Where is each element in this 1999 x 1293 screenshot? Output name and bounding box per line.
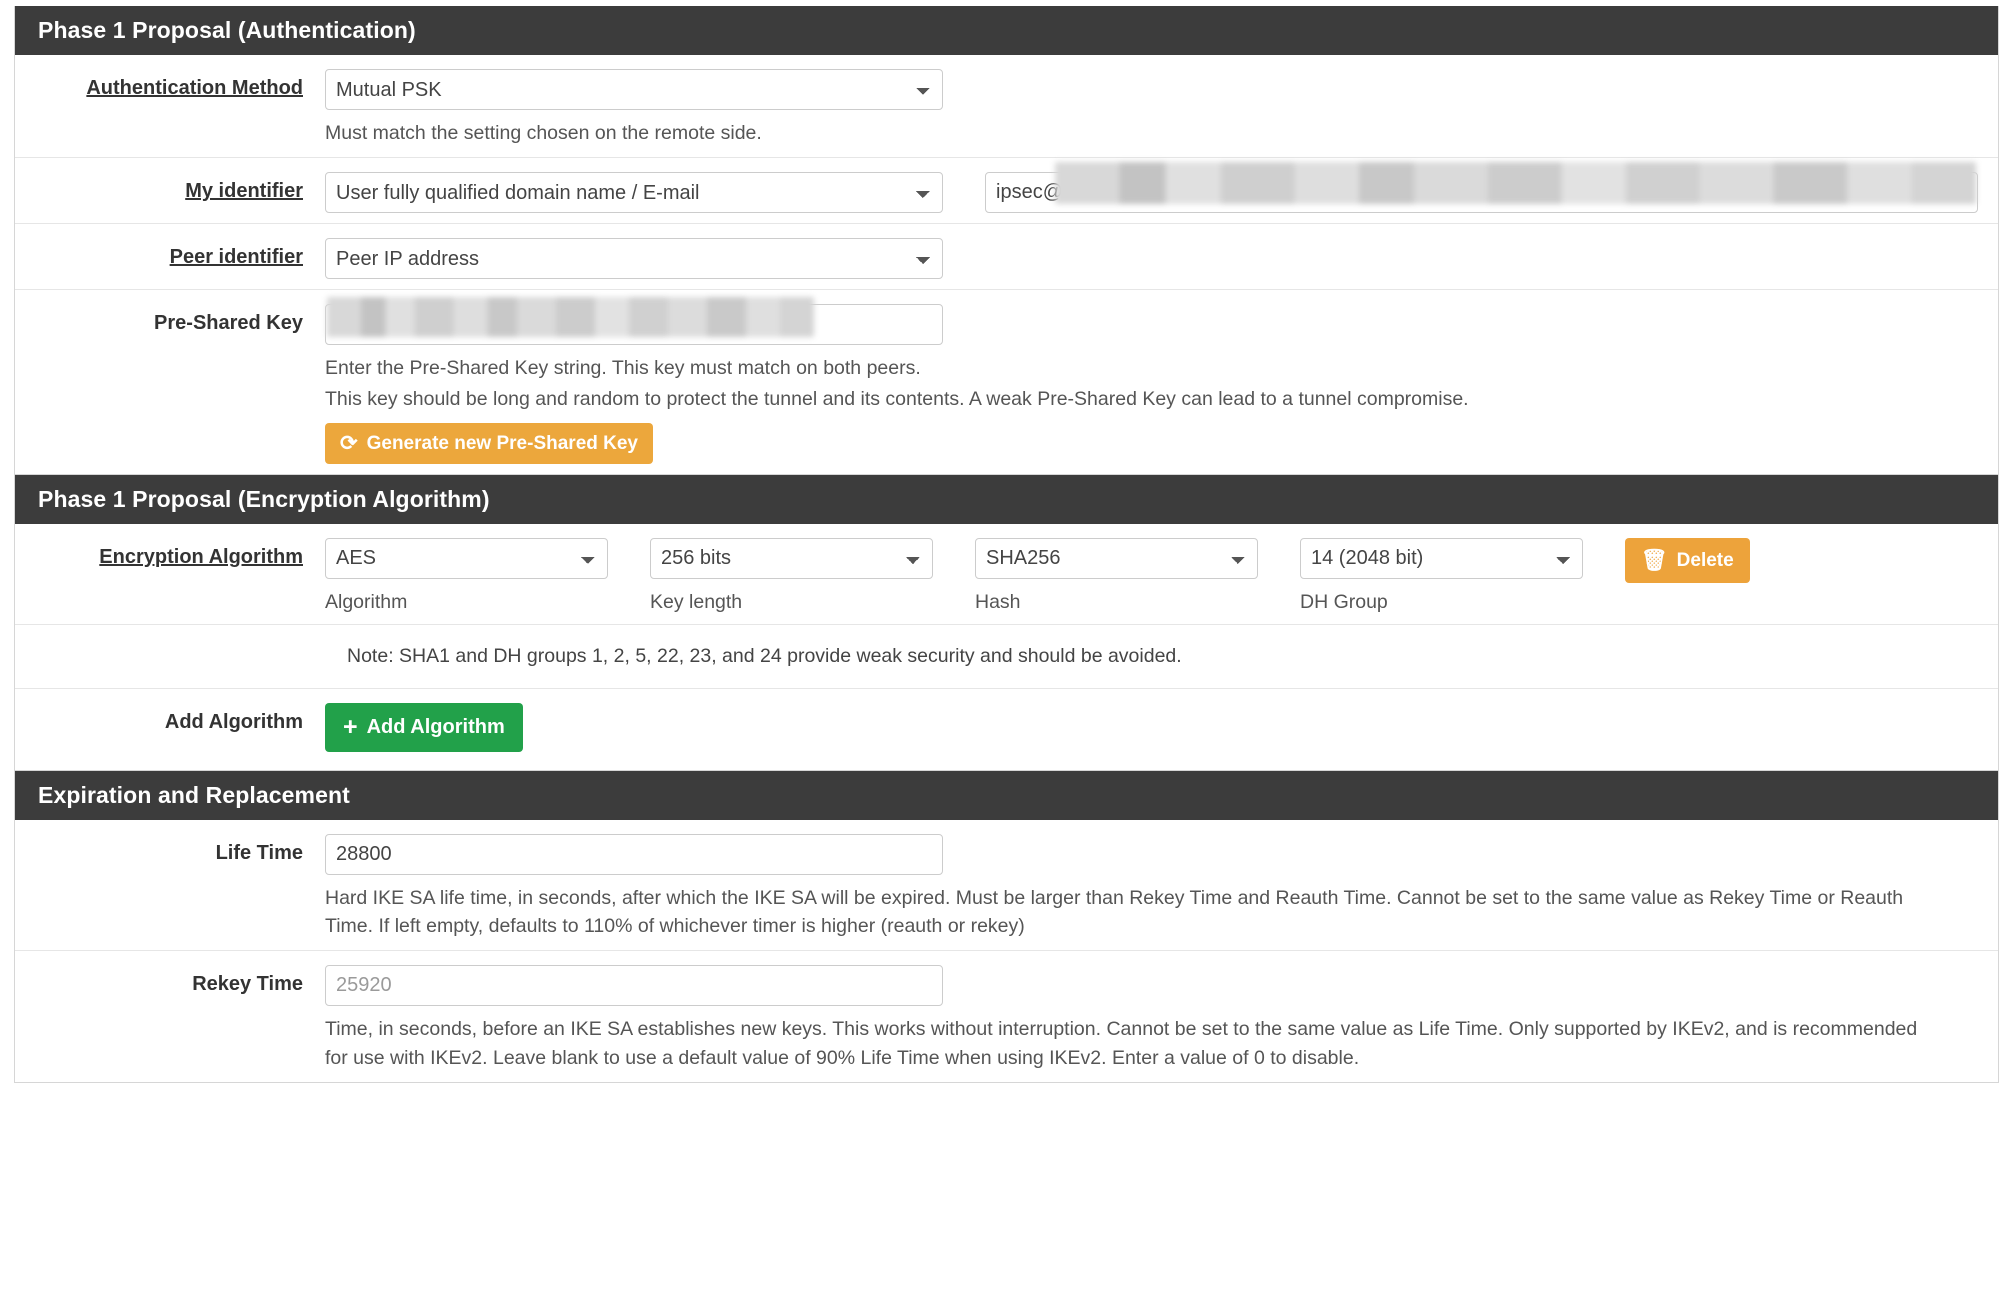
caption-dh-group: DH Group	[1300, 590, 1388, 613]
algo-col-key-length	[650, 538, 933, 614]
trash-icon: 🗑	[1641, 548, 1668, 572]
row-peer-identifier	[15, 224, 1998, 290]
note-weak-security: Note: SHA1 and DH groups 1, 2, 5, 22, 23, and 24 provide weak security and should be avoided.	[15, 625, 1998, 689]
field-rekey-time	[325, 965, 1998, 1072]
add-algorithm-button[interactable]	[325, 703, 523, 752]
my-identifier-value-wrap	[985, 172, 1978, 213]
caption-key-length: Key length	[650, 590, 743, 613]
select-my-identifier[interactable]	[325, 172, 943, 213]
label-pre-shared-key	[15, 304, 325, 335]
delete-algorithm-label: Delete	[1676, 549, 1734, 571]
label-text-peer-identifier: Peer identifier	[169, 246, 303, 269]
caption-algorithm: Algorithm	[325, 590, 408, 613]
label-text-life-time: Life Time	[215, 841, 303, 864]
label-text-add-algorithm: Add Algorithm	[164, 710, 303, 733]
select-encryption-algorithm[interactable]	[325, 538, 608, 579]
panel-phase1-authentication	[14, 6, 1999, 475]
refresh-icon: ⟳	[340, 431, 358, 455]
panel-phase1-encryption	[14, 475, 1999, 771]
field-encryption-algorithm	[325, 538, 1998, 614]
label-life-time	[15, 834, 325, 865]
row-rekey-time	[15, 951, 1998, 1082]
redaction-overlay-my-identifier	[1055, 162, 1976, 204]
row-add-algorithm	[15, 689, 1998, 770]
field-pre-shared-key	[325, 304, 1998, 464]
select-key-length[interactable]	[650, 538, 933, 579]
label-text-my-identifier: My identifier	[185, 180, 303, 203]
field-add-algorithm	[325, 703, 1998, 752]
delete-algorithm-button[interactable]	[1625, 538, 1750, 583]
row-my-identifier	[15, 158, 1998, 224]
label-text-authentication-method: Authentication Method	[86, 77, 303, 99]
select-peer-identifier[interactable]	[325, 238, 943, 279]
algo-col-algorithm	[325, 538, 608, 614]
field-peer-identifier	[325, 238, 1998, 279]
label-peer-identifier	[15, 238, 325, 269]
field-authentication-method	[325, 69, 1998, 147]
help-pre-shared-key-line2: This key should be long and random to protect the tunnel and its contents. A weak Pre-Shared Key can lead to a tunnel compromise.	[325, 387, 1469, 410]
caption-hash: Hash	[975, 590, 1021, 613]
label-encryption-algorithm	[15, 538, 325, 569]
algo-col-dh-group	[1300, 538, 1583, 614]
label-text-rekey-time: Rekey Time	[192, 973, 303, 996]
row-encryption-algorithm	[15, 524, 1998, 625]
label-text-encryption-algorithm: Encryption Algorithm	[99, 545, 303, 568]
select-hash[interactable]	[975, 538, 1258, 579]
pre-shared-key-input-wrap	[325, 304, 943, 345]
redaction-overlay-pre-shared-key	[327, 297, 814, 337]
help-life-time: Hard IKE SA life time, in seconds, after which the IKE SA will be expired. Must be larger than Rekey Time and Reauth Time. Cannot be set to the same value as Rekey Time or Reauth Time. If left empty, defaults to 110% of whichever timer is higher (reauth or rekey)	[325, 886, 1904, 938]
label-add-algorithm	[15, 703, 325, 734]
help-pre-shared-key-line1: Enter the Pre-Shared Key string. This key must match on both peers.	[325, 357, 921, 380]
add-algorithm-label: Add Algorithm	[366, 716, 505, 739]
field-life-time	[325, 834, 1998, 941]
select-dh-group[interactable]	[1300, 538, 1583, 579]
panel-heading-phase1-authentication: Phase 1 Proposal (Authentication)	[15, 6, 1998, 55]
label-my-identifier	[15, 172, 325, 203]
generate-pre-shared-key-button[interactable]	[325, 423, 653, 464]
field-my-identifier	[325, 172, 1998, 213]
input-rekey-time[interactable]	[325, 965, 943, 1006]
help-authentication-method: Must match the setting chosen on the remote side.	[325, 122, 762, 144]
label-rekey-time	[15, 965, 325, 996]
algo-col-delete	[1625, 538, 1750, 583]
help-rekey-time: Time, in seconds, before an IKE SA establishes new keys. This works without interruption. Cannot be set to the same value as Life Time. Only supported by IKEv2, and is recommended for use with IKEv2. Leave blank to use a default value of 90% Life Time when using IKEv2. Enter a value of 0 to disable.	[325, 1018, 1918, 1069]
select-authentication-method[interactable]	[325, 69, 943, 110]
row-pre-shared-key	[15, 290, 1998, 474]
label-text-pre-shared-key: Pre-Shared Key	[154, 312, 303, 335]
plus-icon: +	[343, 712, 358, 741]
generate-pre-shared-key-label: Generate new Pre-Shared Key	[366, 432, 638, 454]
label-authentication-method	[15, 69, 325, 100]
panel-expiration-replacement	[14, 771, 1999, 1083]
panel-heading-expiration-replacement: Expiration and Replacement	[15, 771, 1998, 820]
input-life-time[interactable]	[325, 834, 943, 875]
algo-col-hash	[975, 538, 1258, 614]
row-authentication-method	[15, 55, 1998, 158]
row-life-time	[15, 820, 1998, 952]
panel-heading-phase1-encryption: Phase 1 Proposal (Encryption Algorithm)	[15, 475, 1998, 524]
